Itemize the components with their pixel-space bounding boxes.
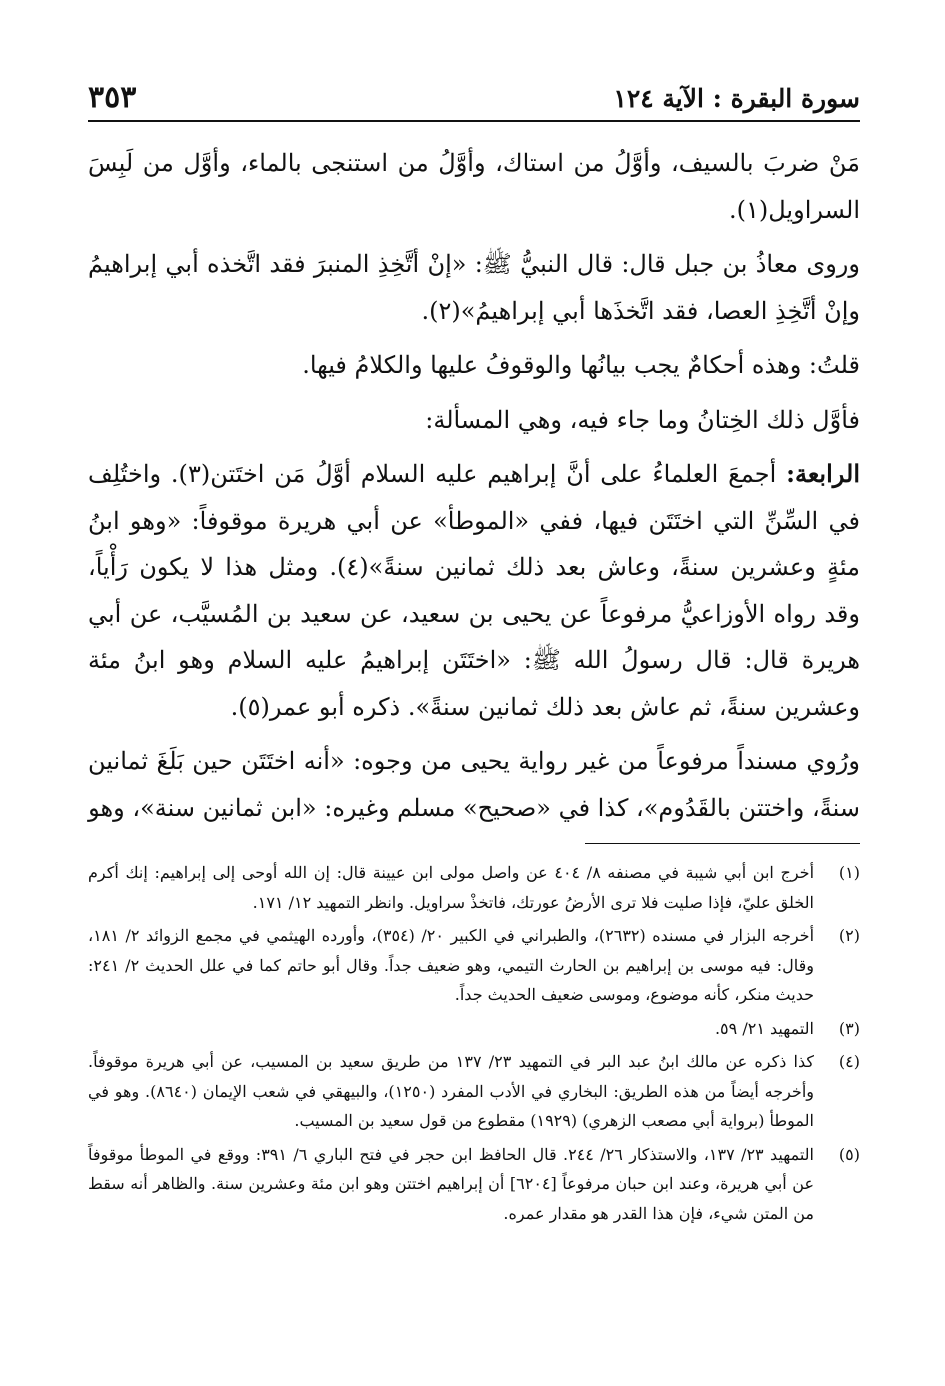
paragraph-text: قلتُ: وهذه أحكامٌ يجب بيانُها والوقوفُ عليها والكلامُ فيها. [302, 351, 860, 379]
page-header [88, 78, 860, 122]
footnote [88, 1140, 860, 1229]
footnote-text: أخرج ابن أبي شيبة في مصنفه ٨/ ٤٠٤ عن واصل مولى ابن عيينة قال: إن الله أوحى إلى إبراهيم: إنك أكرم الخلق عليّ، فإذا صليت فلا ترى الأرضُ عورتك، فاتخذْ سراويل. وانظر التمهيد ١٢/ ١٧١. [88, 863, 815, 912]
paragraph [88, 241, 860, 334]
footnote [88, 921, 860, 1010]
paragraph-text: مَنْ ضربَ بالسيف، وأوَّلُ من استاك، وأوَّلُ من استنجى بالماء، وأوَّل من لَبِسَ السراويل(١). [88, 149, 860, 224]
footnote-number: (٣) [838, 1018, 860, 1038]
paragraph [88, 451, 860, 730]
footnote-text: التمهيد ٢٣/ ١٣٧، والاستذكار ٢٦/ ٢٤٤. قال الحافظ ابن حجر في فتح الباري ٦/ ٣٩١: ووقع في الموطأ موقوفاً عن أبي هريرة، وعند ابن حبان مرفوعاً [٦٢٠٤] أن إبراهيم اختتن وهو ابن مئة وعشرين سنة. والظاهر أنه سقط من المتن شيء، فإن هذا القدر هو مقدار عمره. [88, 1144, 814, 1223]
paragraph-text: أجمعَ العلماءُ على أنَّ إبراهيم عليه السلام أوَّلُ مَن اختَتن(٣). واختُلِف في السِّنِّ التي اختَتَن فيها، ففي «الموطأ» عن أبي هريرة موقوفاً: «وهو ابنُ مئةٍ وعشرين سنةً، وعاش بعد ذلك ثمانين سنةً»(٤). ومثل هذا لا يكون رَأْياً، وقد رواه الأوزاعيُّ مرفوعاً عن يحيى بن سعيد، عن سعيد بن المُسيَّب، عن أبي هريرة قال: قال رسولُ الله ﷺ: «اختَتَن إبراهيمُ عليه السلام وهو ابنُ مئة وعشرين سنةً، ثم عاش بعد ذلك ثمانين سنةً». ذكره أبو عمر(٥). [88, 460, 860, 721]
main-text [88, 140, 860, 831]
footnotes [88, 858, 860, 1228]
footnote-number: (٢) [838, 926, 860, 945]
paragraph [88, 738, 860, 831]
paragraph-text: فأوَّل ذلك الخِتانُ وما جاء فيه، وهي المسألة: [425, 405, 860, 434]
paragraph [88, 140, 860, 233]
footnote-number: (١) [838, 863, 860, 882]
footnote-number: (٤) [838, 1052, 860, 1071]
paragraph [88, 342, 860, 389]
footnote [88, 858, 860, 917]
page-number: ٣٥٣ [88, 80, 137, 115]
footnote-text: التمهيد ٢١/ ٥٩. [714, 1018, 814, 1038]
paragraph-lead: الرابعة: [786, 459, 860, 488]
running-title: سورة البقرة : الآية ١٢٤ [613, 84, 860, 113]
paragraph-text: وروى معاذُ بن جبل قال: قال النبيُّ ﷺ: «إنْ أتَّخِذِ المنبرَ فقد اتَّخذه أبي إبراهيمُ وإنْ أتَّخِذِ العصا، فقد اتَّخذَها أبي إبراهيمُ»(٢). [88, 250, 860, 325]
paragraph-text: ورُوي مسنداً مرفوعاً من غير رواية يحيى من وجوه: «أنه اختَتَن حين بَلَغَ ثمانين سنةً، واختتن بالقَدُوم»، كذا في «صحيح» مسلم وغيره: «ابن ثمانين سنة»، وهو [88, 747, 860, 822]
book-page [88, 78, 860, 1368]
paragraph [88, 397, 860, 444]
footnote-text: أخرجه البزار في مسنده (٢٦٣٢)، والطبراني في الكبير ٢٠/ (٣٥٤)، وأورده الهيثمي في مجمع الزوائد ٢/ ١٨١، وقال: فيه موسى بن إبراهيم بن الحارث التيمي، وهو ضعيف جداً. وقال أبو حاتم كما في علل الحديث ٢/ ٢٤١: حديث منكر، كأنه موضوع، وموسى ضعيف الحديث جداً. [88, 926, 815, 1004]
footnote [88, 1014, 860, 1044]
footnote-number: (٥) [838, 1144, 860, 1164]
footnote-text: كذا ذكره عن مالك ابنُ عبد البر في التمهيد ٢٣/ ١٣٧ من طريق سعيد بن المسيب، عن أبي هريرة موقوفاً. وأخرجه أيضاً من هذه الطريق: البخاري في الأدب المفرد (١٢٥٠)، والبيهقي في شعب الإيمان (٨٦٤٠). وهو في الموطأ (برواية أبي مصعب الزهري) (١٩٢٩) مقطوع من قول سعيد بن المسيب. [88, 1052, 815, 1130]
footnote [88, 1047, 860, 1136]
footnote-divider [585, 843, 860, 844]
